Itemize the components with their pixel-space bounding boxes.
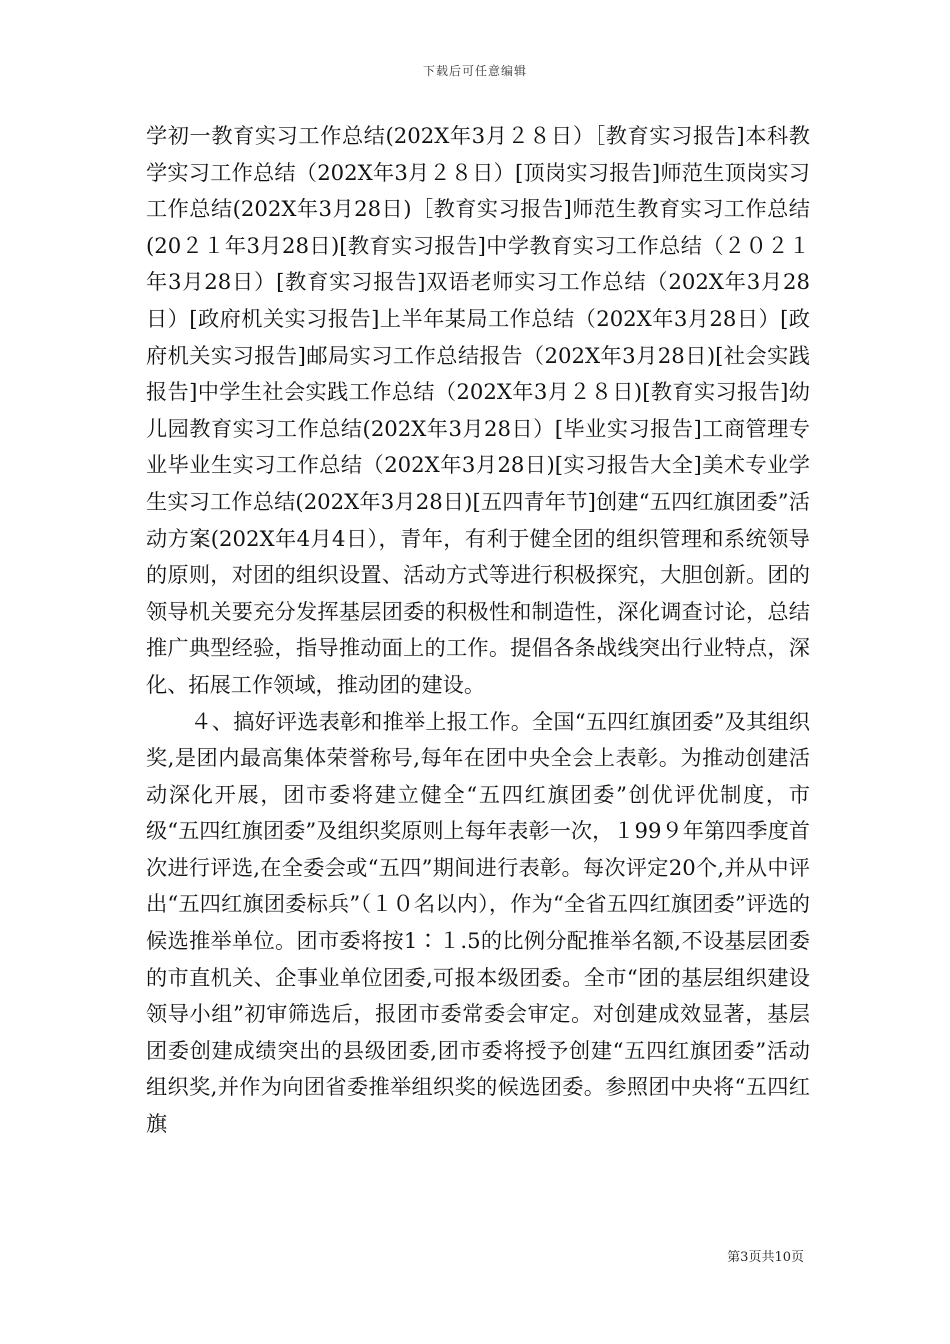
body-paragraph-2: ４、搞好评选表彰和推举上报工作。全国“五四红旗团委”及其组织奖,是团内最高集体荣誉称号,每年在团中央全会上表彰。为推动创建活动深化开展，团市委将建立健全“五四红旗团委”创优评优制度，市级“五四红旗团委”及组织奖原则上每年表彰一次，１99９年第四季度首次进行评选,在全委会或“五四”期间进行表彰。每次评定20个,并从中评出“五四红旗团委标兵”（１０名以内），作为“全省五四红旗团委”评选的候选推举单位。团市委将按1∶１.5的比例分配推举名额,不设基层团委的市直机关、企事业单位团委,可报本级团委。全市“团的基层组织建设领导小组”初审筛选后，报团市委常委会审定。对创建成效显著，基层团委创建成绩突出的县级团委,团市委将授予创建“五四红旗团委”活动组织奖,并作为向团省委推举组织奖的候选团委。参照团中央将“五四红旗 bbox=[146, 708, 810, 1137]
document-body bbox=[146, 118, 810, 1143]
page-number: 第3页共10页 bbox=[727, 1250, 804, 1265]
body-paragraph-1: 学初一教育实习工作总结(202X年3月２８日）［教育实习报告]本科教学实习工作总结（202X年3月２８日）[顶岗实习报告]师范生顶岗实习工作总结(202X年3月28日)［教育实习报告]师范生教育实习工作总结(20２１年3月28日)[教育实习报告]中学教育实习工作总结（２０２１年3月28日）[教育实习报告]双语老师实习工作总结（202X年3月28日）[政府机关实习报告]上半年某局工作总结（202X年3月28日）[政府机关实习报告]邮局实习工作总结报告（202X年3月28日)[社会实践报告]中学生社会实践工作总结（202X年3月２８日)[教育实习报告]幼儿园教育实习工作总结(202X年3月28日）[毕业实习报告]工商管理专业毕业生实习工作总结（202X年3月28日)[实习报告大全]美术专业学生实习工作总结(202X年3月28日)[五四青年节]创建“五四红旗团委”活动方案(202X年4月4日），青年，有利于健全团的组织管理和系统领导的原则，对团的组织设置、活动方式等进行积极探究，大胆创新。团的领导机关要充分发挥基层团委的积极性和制造性，深化调查讨论，总结推广典型经验，指导推动面上的工作。提倡各条战线突出行业特点，深化、拓展工作领域，推动团的建设。 bbox=[146, 123, 810, 697]
page-header-note: 下载后可任意编辑 bbox=[422, 64, 527, 78]
